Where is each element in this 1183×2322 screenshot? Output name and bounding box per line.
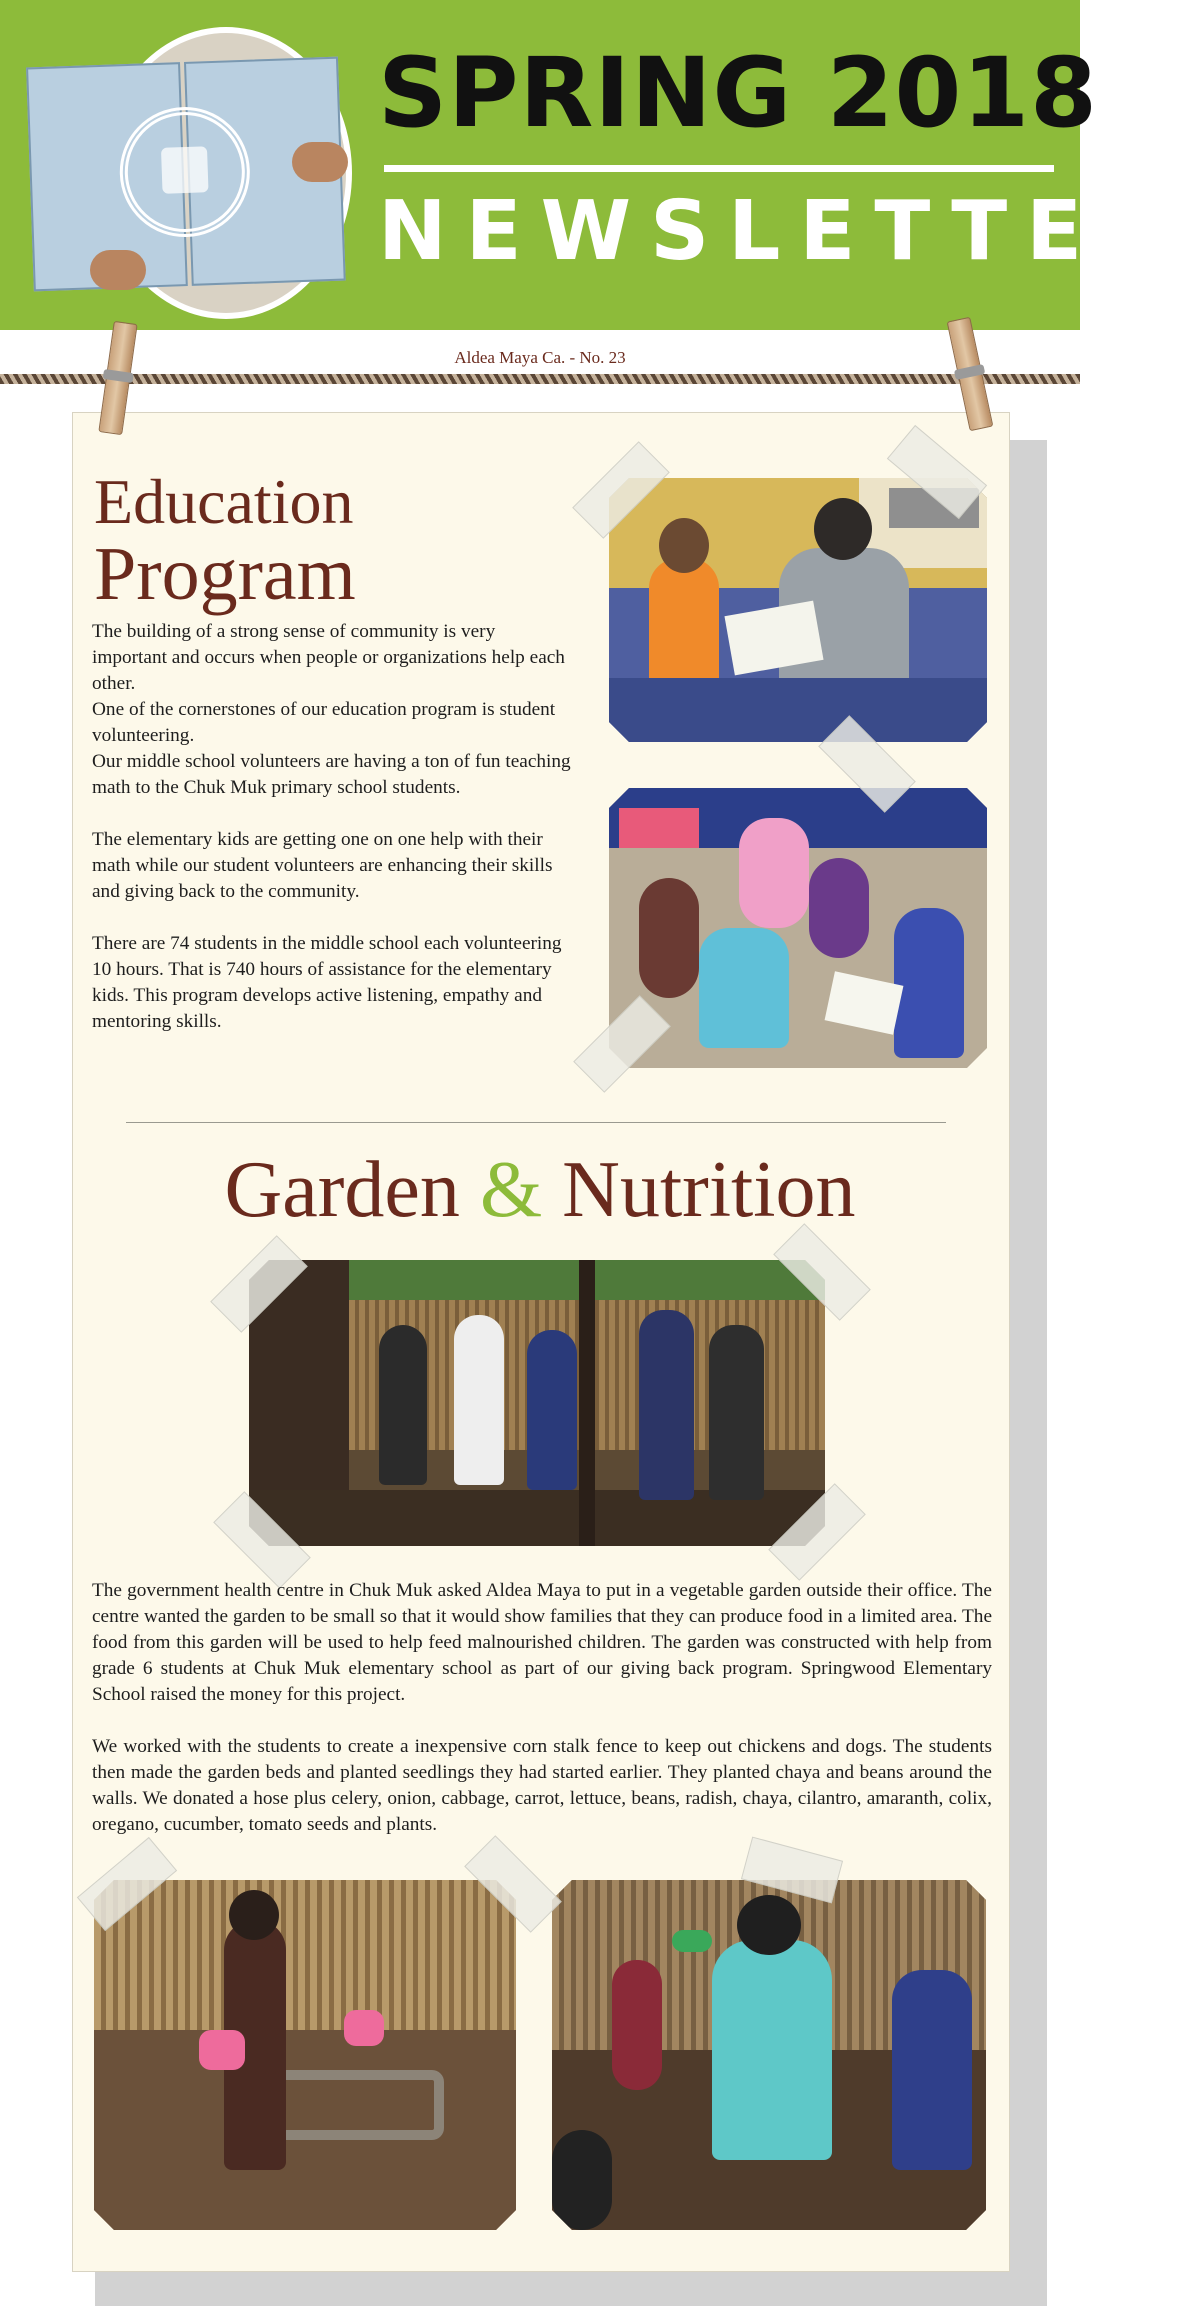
child-holding-book-photo — [30, 22, 360, 307]
title-divider — [384, 165, 1054, 172]
education-heading-line2: Program — [94, 532, 356, 616]
garden-heading-ampersand: & — [479, 1146, 543, 1234]
students-garden-beds-photo — [552, 1880, 986, 2230]
watering-garden-photo — [94, 1880, 516, 2230]
issue-subtitle: Aldea Maya Ca. - No. 23 — [454, 348, 626, 367]
section-divider — [126, 1122, 946, 1123]
clothesline-rope — [0, 374, 1080, 384]
garden-heading — [72, 1140, 1008, 1240]
education-paragraph: One of the cornerstones of our education program is student volunteering. — [92, 699, 556, 746]
education-paragraph: Our middle school volunteers are having a ton of fun teaching math to the Chuk Muk primary school students. — [92, 751, 571, 798]
hand-icon — [90, 250, 146, 290]
tutoring-photo — [609, 478, 987, 742]
garden-paragraph: The government health centre in Chuk Muk asked Aldea Maya to put in a vegetable garden outside their office. The centre wanted the garden to be small so that it would show families that they can produce food in a limited area. The food from this garden will be used to help feed malnourished children. The garden was constructed with help from grade 6 students at Chuk Muk elementary school as part of our giving back program. Springwood Elementary School raised the money for this project. — [92, 1580, 992, 1705]
education-paragraph: The building of a strong sense of community is very important and occurs when people or organizations help each other. — [92, 621, 565, 694]
garden-paragraph: We worked with the students to create a inexpensive corn stalk fence to keep out chickens and dogs. The students then made the garden beds and planted seedlings they had started earlier. They planted chaya and beans around the walls. We donated a hose plus celery, onion, cabbage, carrot, lettuce, beans, radish, chaya, cilantro, amaranth, colix, oregano, cucumber, tomato seeds and plants. — [92, 1736, 992, 1835]
education-paragraph: There are 74 students in the middle school each volunteering 10 hours. That is 740 hours of assistance for the elementary kids. This program develops active listening, empathy and mentoring skills. — [92, 933, 562, 1032]
garden-heading-part2: Nutrition — [542, 1146, 856, 1234]
hand-icon — [292, 142, 348, 182]
newsletter-title-word: NEWSLETTER — [378, 184, 1183, 279]
newsletter-title-season: SPRING 2018 — [378, 37, 1098, 149]
garden-heading-part1: Garden — [224, 1146, 480, 1234]
garden-body — [92, 1578, 992, 1838]
education-paragraph: The elementary kids are getting one on one help with their math while our student volunteers are enhancing their skills and giving back to the community. — [92, 829, 553, 902]
garden-group-photo — [249, 1260, 825, 1546]
mayan-glyph-icon — [161, 146, 209, 194]
education-heading: Education — [94, 466, 354, 537]
education-body — [92, 619, 572, 1035]
